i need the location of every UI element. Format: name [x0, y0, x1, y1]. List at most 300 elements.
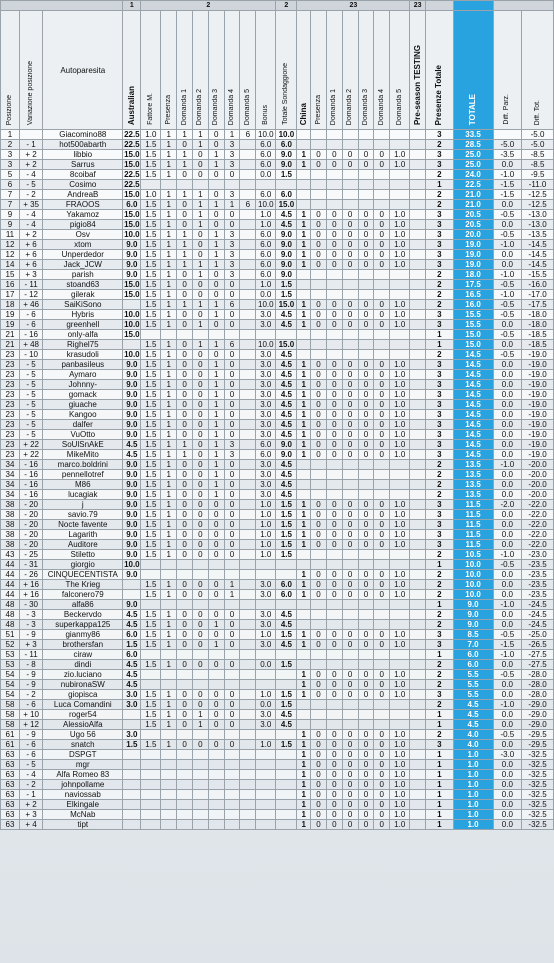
domanda-2-cell: 0	[342, 540, 358, 550]
domanda-2-cell: 1	[193, 710, 209, 720]
domanda-4-cell: 0	[224, 700, 240, 710]
australian-cell	[123, 790, 141, 800]
domanda-2-cell	[342, 470, 358, 480]
domanda-2-cell: 0	[193, 170, 209, 180]
domanda-4-cell	[374, 270, 390, 280]
domanda-1-cell: 0	[326, 790, 342, 800]
presenza-cell	[311, 610, 327, 620]
variazione-cell: - 5	[19, 410, 42, 420]
domanda-3-cell: 0	[358, 240, 374, 250]
domanda-3-cell: 1	[208, 460, 224, 470]
australian-cell: 9.0	[123, 410, 141, 420]
presenza-cell: 0	[311, 570, 327, 580]
domanda-1-cell	[326, 190, 342, 200]
preseason-cell	[410, 420, 426, 430]
autoparesista-cell: marco.boldrini	[43, 460, 123, 470]
diff-parz-cell: 0.0	[493, 260, 521, 270]
domanda-1-cell: 0	[326, 250, 342, 260]
domanda-3-cell: 0	[358, 510, 374, 520]
bonus-cell: 0.0	[256, 170, 276, 180]
variazione-cell: - 2	[19, 190, 42, 200]
australian-cell: 4.5	[123, 660, 141, 670]
table-row	[1, 700, 554, 710]
table-row	[1, 570, 554, 580]
domanda-2-cell: 0	[342, 780, 358, 790]
domanda-4-cell: 3	[224, 140, 240, 150]
preseason-cell	[410, 670, 426, 680]
posizione-cell: 12	[1, 240, 20, 250]
bonus-cell: 10.0	[256, 200, 276, 210]
totale-sondaggione-cell: 1.5	[276, 540, 297, 550]
domanda-2-cell	[193, 750, 209, 760]
domanda-2-cell: 0	[193, 400, 209, 410]
domanda-4-cell: 0	[224, 530, 240, 540]
domanda-2-cell	[342, 350, 358, 360]
posizione-cell: 48	[1, 620, 20, 630]
australian-cell: 22.5	[124, 140, 140, 149]
totale-sondaggione-cell: 4.5	[276, 710, 297, 720]
autoparesista-cell: Giacomino88	[43, 130, 123, 140]
domanda-2-cell: 0	[193, 520, 209, 530]
preseason-cell	[410, 810, 426, 820]
presenza-cell: 1	[161, 360, 177, 370]
domanda-5-cell	[240, 180, 256, 190]
autoparesista-cell: krasudoli	[43, 350, 123, 360]
presenze-totale-cell: 3	[426, 320, 453, 330]
totale-sondaggione-cell	[276, 750, 297, 760]
variazione-cell: + 4	[19, 820, 42, 830]
presenza-cell: 0	[311, 450, 327, 460]
totale-sondaggione-cell: 9.0	[276, 440, 297, 450]
domanda-4-cell	[224, 770, 240, 780]
domanda-2-cell: 0	[342, 810, 358, 820]
variazione-cell: - 26	[19, 570, 42, 580]
variazione-cell: + 2	[19, 160, 42, 170]
bonus-cell: 3.0	[256, 470, 276, 480]
domanda-1-cell: 0	[326, 360, 342, 370]
domanda-3-cell: 0	[358, 370, 374, 380]
presenza-cell: 1	[161, 700, 177, 710]
fattore-cell: 1.5	[141, 400, 161, 410]
totale-sondaggione-cell	[276, 650, 297, 660]
totale-sondaggione-cell: 4.5	[276, 360, 297, 370]
diff-parz-cell: 0.0	[493, 320, 521, 330]
totale-sondaggione-cell: 4.5	[276, 420, 297, 430]
variazione-cell: - 25	[19, 550, 42, 560]
domanda-5-cell	[390, 660, 410, 670]
domanda-4-cell: 0	[374, 450, 390, 460]
domanda-5-cell: 1.0	[390, 750, 410, 760]
domanda-5-cell	[240, 150, 256, 160]
domanda-3-cell: 0	[358, 360, 374, 370]
presenza-cell	[311, 710, 327, 720]
china-cell	[297, 610, 311, 620]
domanda-1-cell: 0	[326, 370, 342, 380]
diff-tot-cell: -14.5	[522, 250, 554, 260]
australian-cell: 9.0	[123, 400, 141, 410]
totale-sondaggione-cell: 4.5	[276, 480, 297, 490]
bonus-cell	[256, 800, 276, 810]
punti-cell: 16.5	[453, 290, 493, 300]
bonus-cell	[256, 790, 276, 800]
preseason-cell	[410, 590, 426, 600]
australian-cell	[123, 770, 141, 780]
presenze-totale-cell: 1	[426, 810, 453, 820]
domanda-1-cell: 0	[177, 140, 193, 150]
domanda-4-cell: 0	[374, 740, 390, 750]
diff-parz-cell: -2.0	[493, 500, 521, 510]
diff-parz-cell: -1.0	[493, 240, 521, 250]
autoparesista-cell: roger54	[43, 710, 123, 720]
domanda-2-cell: 0	[342, 640, 358, 650]
presenza-cell: 1	[161, 580, 177, 590]
china-cell: 1	[297, 260, 311, 270]
domanda-1-cell: 0	[177, 700, 193, 710]
domanda-5-cell	[240, 390, 256, 400]
header-row	[1, 11, 554, 130]
presenza-cell: 1	[161, 480, 177, 490]
domanda-5-cell: 1.0	[390, 680, 410, 690]
variazione-cell: - 16	[19, 490, 42, 500]
autoparesista-cell: Elkingale	[43, 800, 123, 810]
preseason-cell	[410, 650, 426, 660]
domanda-2-cell: 0	[342, 820, 358, 830]
australian-cell: 9.0	[123, 570, 141, 580]
domanda-3-cell: 0	[358, 250, 374, 260]
domanda-3-cell: 1	[208, 370, 224, 380]
presenze-totale-cell: 2	[426, 590, 453, 600]
domanda-1-cell: 0	[177, 220, 193, 230]
autoparesista-cell: panbasileus	[43, 360, 123, 370]
preseason-cell	[410, 730, 426, 740]
domanda-4-cell: 0	[224, 170, 240, 180]
domanda-3-cell	[208, 730, 224, 740]
domanda-1-cell: 0	[177, 200, 193, 210]
china-cell: 1	[297, 210, 311, 220]
posizione-cell: 19	[1, 320, 20, 330]
variazione-cell: - 10	[19, 350, 42, 360]
domanda-3-cell: 1	[208, 200, 224, 210]
variazione-cell: - 1	[19, 140, 42, 150]
domanda-4-cell: 0	[374, 810, 390, 820]
variazione-cell: - 20	[19, 510, 42, 520]
punti-cell: 13.5	[453, 480, 493, 490]
presenze-totale-cell: 3	[426, 530, 453, 540]
domanda-1-cell: 0	[177, 710, 193, 720]
domanda-2-cell: 0	[342, 410, 358, 420]
australian-cell: 15.0	[124, 160, 140, 169]
domanda-3-cell	[358, 660, 374, 670]
totale-sondaggione-cell	[276, 800, 297, 810]
australian-cell: 9.0	[123, 530, 141, 540]
domanda-4-cell	[224, 760, 240, 770]
domanda-5-cell	[390, 460, 410, 470]
punti-cell: 22.5	[453, 180, 493, 190]
domanda-3-cell: 0	[358, 220, 374, 230]
domanda-3-cell: 1	[208, 260, 224, 270]
fattore-cell	[141, 680, 161, 690]
presenza-cell: 1	[161, 710, 177, 720]
table-row	[1, 410, 554, 420]
diff-tot-cell: -24.5	[522, 620, 554, 630]
autoparesista-cell: Auditore	[43, 540, 123, 550]
presenza-cell: 1	[161, 510, 177, 520]
domanda-4-cell: 0	[374, 250, 390, 260]
domanda-1-cell: 0	[326, 390, 342, 400]
bonus-cell: 1.0	[256, 530, 276, 540]
header-domanda: Domanda 2	[196, 88, 204, 125]
domanda-3-cell	[358, 650, 374, 660]
presenza-cell: 1	[161, 140, 177, 150]
presenze-totale-cell: 3	[426, 390, 453, 400]
punti-cell: 13.5	[453, 460, 493, 470]
punti-cell: 11.5	[453, 510, 493, 520]
domanda-1-cell	[326, 340, 342, 350]
domanda-5-cell	[240, 760, 256, 770]
presenza-cell	[161, 600, 177, 610]
domanda-2-cell: 0	[193, 160, 209, 170]
domanda-1-cell: 0	[326, 300, 342, 310]
preseason-cell	[410, 560, 426, 570]
presenze-totale-cell: 2	[426, 580, 453, 590]
domanda-4-cell: 0	[224, 710, 240, 720]
posizione-cell: 34	[1, 460, 20, 470]
autoparesista-cell: gianmy86	[43, 630, 123, 640]
presenza-cell: 1	[161, 430, 177, 440]
domanda-2-cell: 0	[193, 440, 209, 450]
bonus-cell: 3.0	[256, 460, 276, 470]
fattore-cell	[141, 600, 161, 610]
totale-sondaggione-cell: 4.5	[276, 610, 297, 620]
australian-cell: 15.0	[124, 290, 140, 299]
domanda-4-cell: 0	[374, 770, 390, 780]
domanda-3-cell	[358, 270, 374, 280]
presenza-cell: 1	[161, 610, 177, 620]
diff-tot-cell: -23.0	[522, 550, 554, 560]
australian-cell: 10.0	[124, 350, 140, 359]
punti-cell: 10.5	[453, 550, 493, 560]
autoparesista-cell: DSPGT	[43, 750, 123, 760]
domanda-3-cell: 0	[358, 320, 374, 330]
punti-cell: 7.0	[453, 640, 493, 650]
variazione-cell: - 9	[19, 630, 42, 640]
diff-parz-cell: 0.0	[493, 620, 521, 630]
china-cell: 1	[297, 750, 311, 760]
domanda-1-cell: 1	[177, 150, 193, 160]
table-row	[1, 220, 554, 230]
diff-parz-cell: 0.0	[493, 790, 521, 800]
domanda-3-cell: 1	[208, 300, 224, 310]
domanda-5-cell	[240, 370, 256, 380]
diff-tot-cell: -14.5	[522, 260, 554, 270]
presenza-cell: 0	[311, 240, 327, 250]
domanda-2-cell	[193, 670, 209, 680]
presenze-totale-cell: 3	[426, 520, 453, 530]
punti-cell: 4.5	[453, 720, 493, 730]
domanda-4-cell	[374, 200, 390, 210]
table-row	[1, 640, 554, 650]
domanda-2-cell: 1	[193, 130, 209, 140]
domanda-2-cell: 0	[342, 740, 358, 750]
header-domanda: Domanda 1	[330, 88, 338, 125]
round-number: 2	[141, 1, 276, 11]
variazione-cell: - 5	[19, 760, 42, 770]
table-row	[1, 380, 554, 390]
presenza-cell	[161, 810, 177, 820]
variazione-cell: - 3	[19, 620, 42, 630]
domanda-1-cell: 0	[177, 320, 193, 330]
totale-sondaggione-cell: 1.5	[276, 700, 297, 710]
domanda-5-cell	[240, 530, 256, 540]
bonus-cell	[256, 330, 276, 340]
australian-cell: 9.0	[123, 480, 141, 490]
domanda-1-cell: 0	[177, 370, 193, 380]
domanda-3-cell: 0	[208, 510, 224, 520]
australian-cell: 9.0	[123, 600, 141, 610]
diff-parz-cell: 0.0	[493, 440, 521, 450]
domanda-4-cell: 0	[224, 480, 240, 490]
presenza-cell: 0	[311, 420, 327, 430]
fattore-cell: 1.0	[141, 190, 161, 200]
domanda-3-cell: 1	[208, 420, 224, 430]
presenza-cell: 1	[161, 150, 177, 160]
table-row	[1, 260, 554, 270]
variazione-cell: - 11	[19, 280, 42, 290]
domanda-5-cell	[240, 340, 256, 350]
presenza-cell: 1	[161, 320, 177, 330]
australian-cell: 9.0	[123, 500, 141, 510]
domanda-3-cell: 1	[208, 470, 224, 480]
australian-cell: 9.0	[123, 540, 141, 550]
domanda-3-cell: 0	[208, 720, 224, 730]
fattore-cell: 1.5	[141, 710, 161, 720]
posizione-cell: 7	[1, 190, 20, 200]
australian-cell: 15.0	[124, 280, 140, 289]
diff-parz-cell: -0.5	[493, 350, 521, 360]
domanda-2-cell: 0	[193, 420, 209, 430]
presenza-cell: 0	[311, 630, 327, 640]
domanda-4-cell: 6	[224, 340, 240, 350]
domanda-4-cell	[224, 670, 240, 680]
table-row	[1, 500, 554, 510]
presenza-cell: 1	[161, 630, 177, 640]
punti-cell: 15.5	[453, 320, 493, 330]
diff-parz-cell: 0.0	[493, 360, 521, 370]
australian-cell: 3.0	[123, 700, 141, 710]
china-cell	[297, 660, 311, 670]
domanda-2-cell: 0	[193, 410, 209, 420]
diff-tot-cell: -27.5	[522, 660, 554, 670]
posizione-cell: 23	[1, 410, 20, 420]
domanda-4-cell: 0	[374, 760, 390, 770]
diff-parz-cell: -1.0	[493, 650, 521, 660]
bonus-cell: 6.0	[256, 140, 276, 150]
australian-cell	[123, 300, 141, 310]
domanda-4-cell	[224, 730, 240, 740]
autoparesista-cell: giopisca	[43, 690, 123, 700]
fattore-cell	[141, 570, 161, 580]
domanda-1-cell: 0	[326, 410, 342, 420]
domanda-1-cell	[326, 620, 342, 630]
posizione-cell: 51	[1, 630, 20, 640]
autoparesista-cell: M86	[43, 480, 123, 490]
bonus-cell: 0.0	[256, 290, 276, 300]
autoparesista-cell: VuOtto	[43, 430, 123, 440]
domanda-2-cell	[342, 130, 358, 140]
presenza-cell: 1	[161, 210, 177, 220]
variazione-cell: - 20	[19, 500, 42, 510]
domanda-1-cell: 0	[326, 380, 342, 390]
domanda-1-cell	[177, 680, 193, 690]
preseason-cell	[410, 640, 426, 650]
header-china: China	[298, 102, 308, 125]
diff-tot-cell: -17.5	[522, 300, 554, 310]
posizione-cell: 48	[1, 610, 20, 620]
domanda-4-cell: 0	[224, 370, 240, 380]
presenza-cell	[311, 200, 327, 210]
fattore-cell: 1.5	[141, 260, 161, 270]
diff-parz-cell: 0.0	[493, 380, 521, 390]
presenze-totale-cell: 1	[426, 650, 453, 660]
domanda-3-cell: 0	[358, 640, 374, 650]
domanda-3-cell: 0	[208, 290, 224, 300]
presenze-totale-cell: 3	[426, 380, 453, 390]
domanda-3-cell: 0	[358, 730, 374, 740]
posizione-cell: 3	[1, 150, 20, 160]
presenze-totale-cell: 2	[426, 550, 453, 560]
australian-cell: 9.0	[123, 380, 141, 390]
domanda-2-cell	[342, 490, 358, 500]
presenze-totale-cell: 3	[426, 440, 453, 450]
diff-parz-cell: 0.0	[493, 390, 521, 400]
diff-parz-cell: 0.0	[493, 400, 521, 410]
diff-tot-cell: -19.0	[522, 380, 554, 390]
punti-cell: 33.5	[453, 130, 493, 140]
australian-cell: 4.5	[123, 620, 141, 630]
header-autoparesista: Autoparesita	[60, 65, 106, 75]
bonus-cell	[256, 670, 276, 680]
australian-cell: 3.0	[123, 690, 141, 700]
domanda-4-cell: 0	[374, 680, 390, 690]
diff-parz-cell: 0.0	[493, 800, 521, 810]
domanda-3-cell	[358, 170, 374, 180]
domanda-1-cell: 0	[326, 220, 342, 230]
bonus-cell: 6.0	[256, 250, 276, 260]
presenza-cell	[311, 340, 327, 350]
domanda-1-cell	[177, 790, 193, 800]
preseason-cell	[410, 450, 426, 460]
domanda-3-cell: 0	[208, 320, 224, 330]
totale-sondaggione-cell	[276, 810, 297, 820]
diff-parz-cell: 0.0	[493, 660, 521, 670]
preseason-cell	[410, 330, 426, 340]
punti-cell: 14.5	[453, 430, 493, 440]
domanda-5-cell: 1.0	[390, 520, 410, 530]
domanda-1-cell	[326, 270, 342, 280]
domanda-5-cell	[390, 130, 410, 140]
domanda-2-cell: 0	[342, 450, 358, 460]
totale-sondaggione-cell: 4.5	[276, 380, 297, 390]
presenze-totale-cell: 1	[426, 720, 453, 730]
domanda-3-cell: 0	[208, 190, 224, 200]
domanda-3-cell	[358, 700, 374, 710]
diff-tot-cell: -8.5	[522, 150, 554, 160]
australian-cell: 3.0	[123, 730, 141, 740]
domanda-3-cell: 0	[358, 210, 374, 220]
punti-cell: 20.0	[453, 230, 493, 240]
domanda-3-cell: 0	[358, 260, 374, 270]
presenza-cell: 0	[311, 370, 327, 380]
